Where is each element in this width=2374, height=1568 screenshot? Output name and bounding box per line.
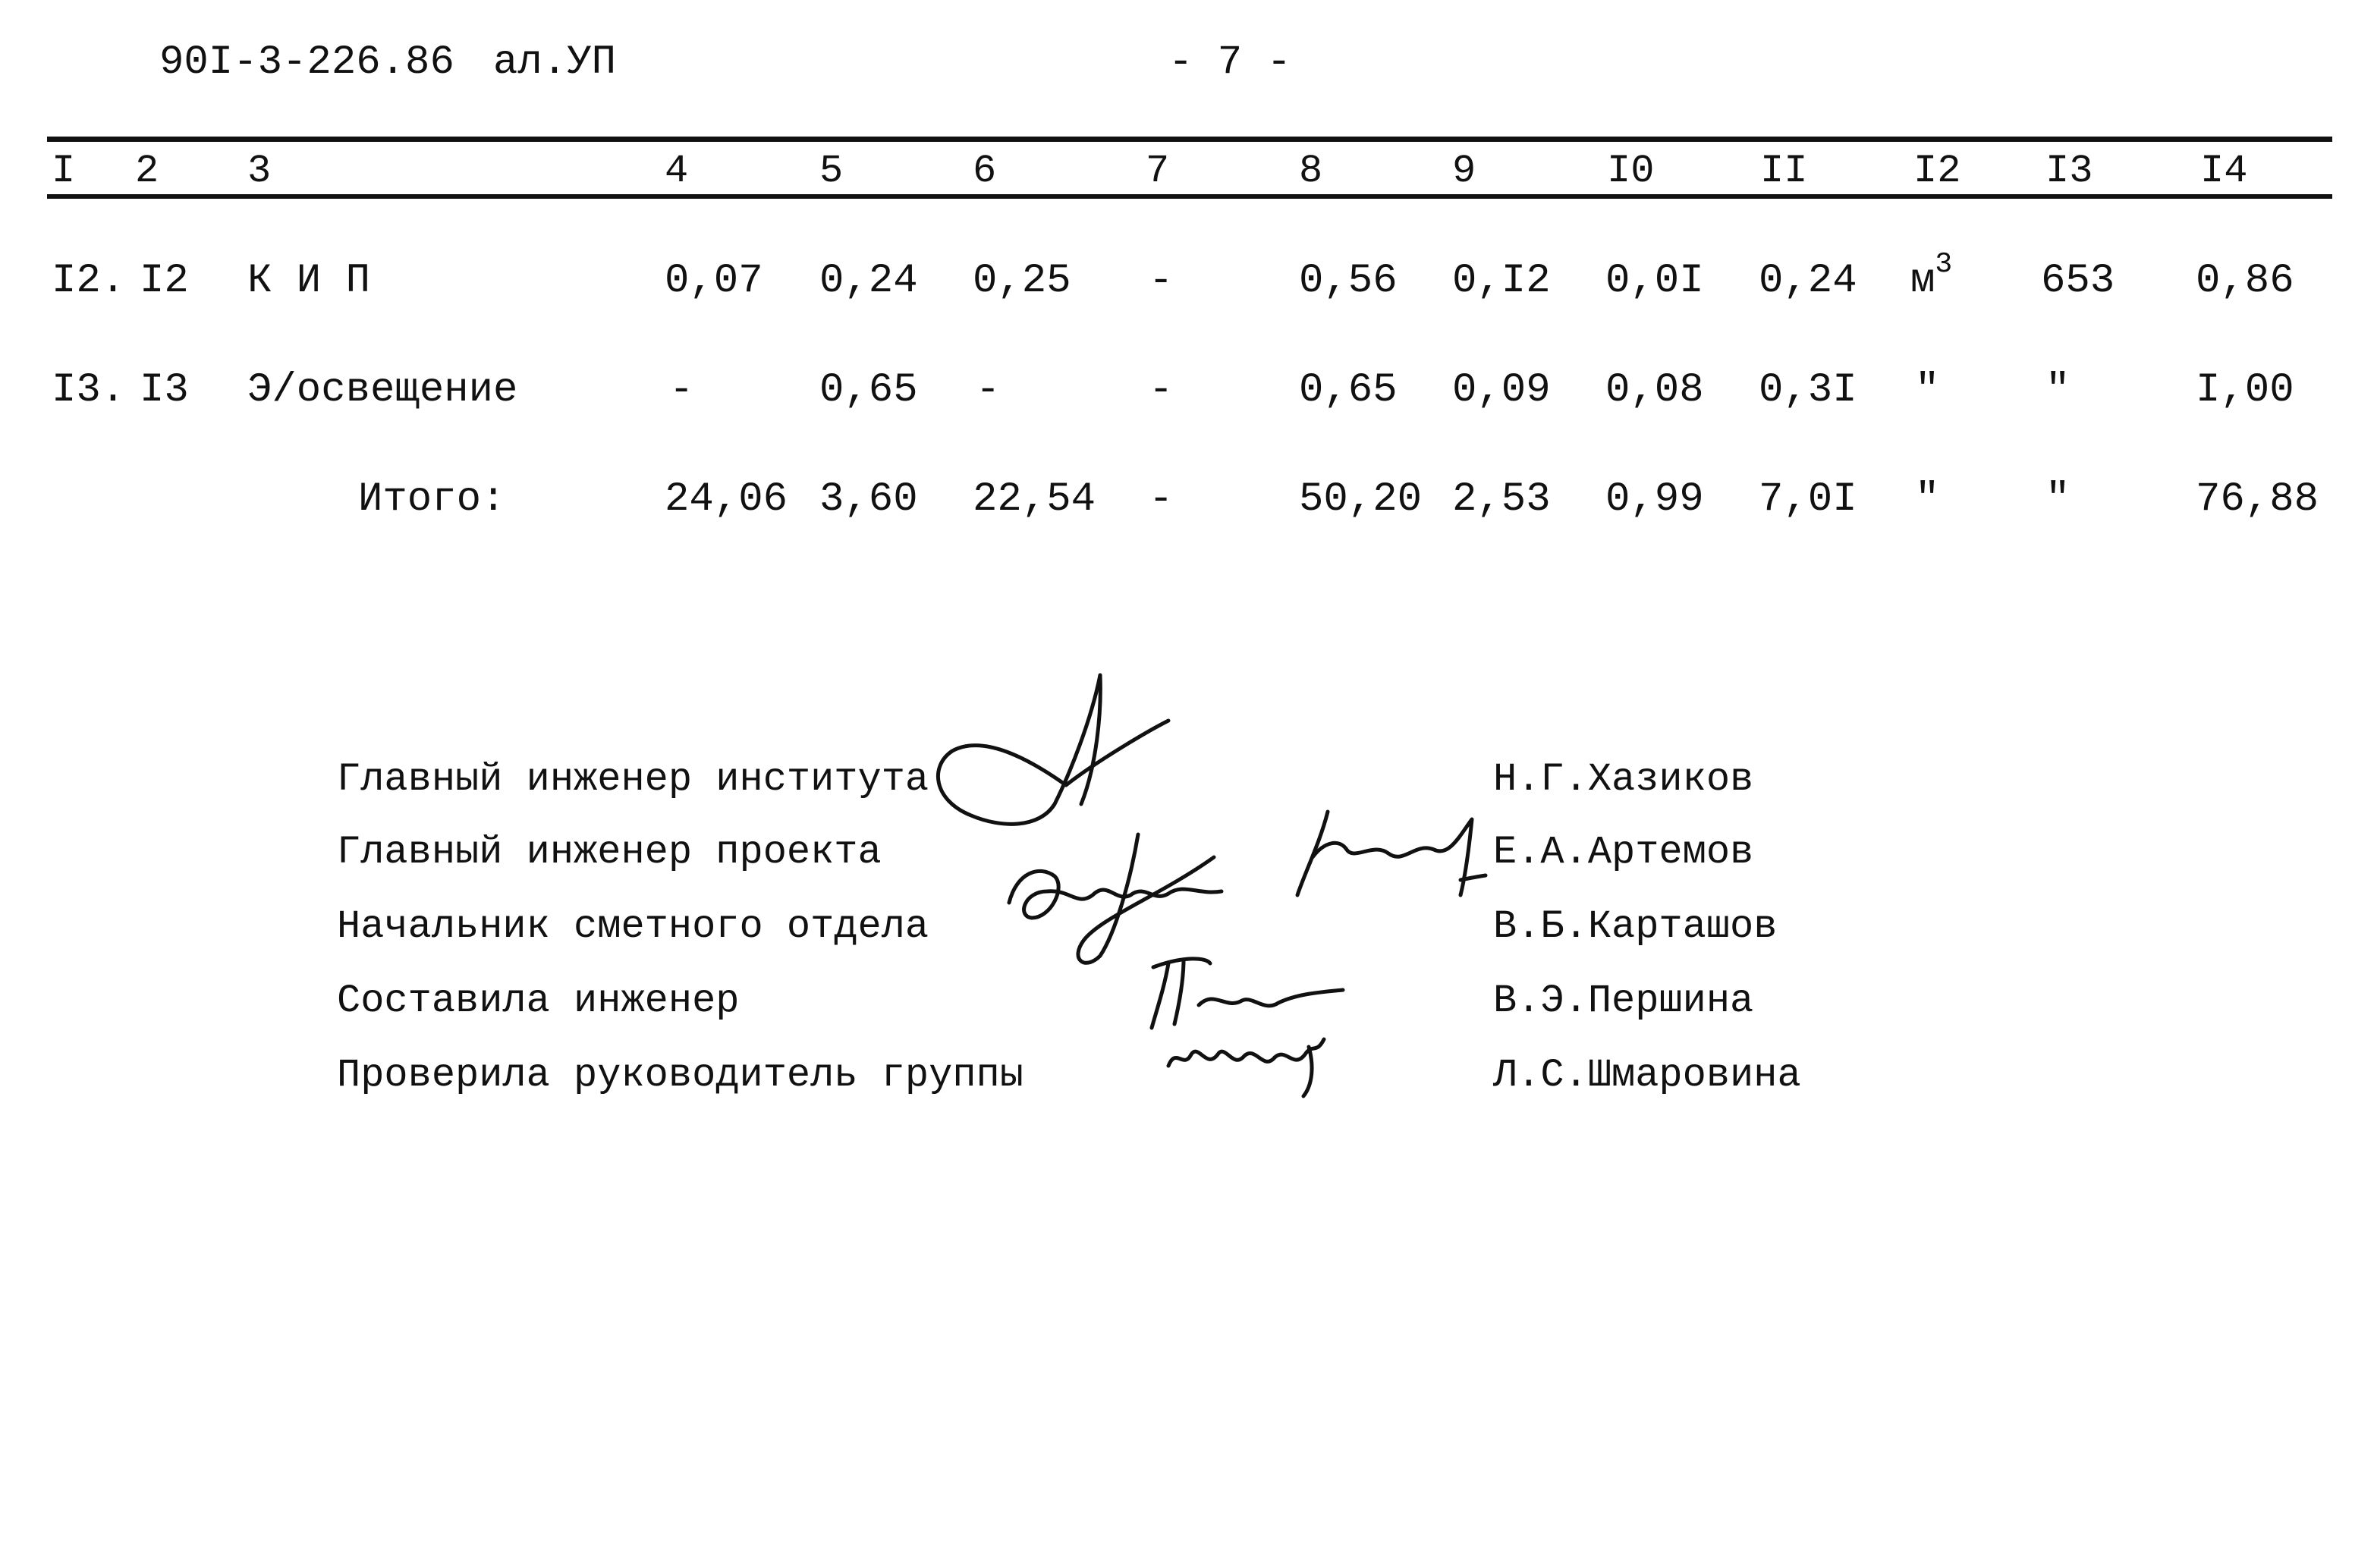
total-col14: 76,88 (2196, 476, 2319, 523)
column-number: 3 (247, 149, 272, 193)
cell-col11: 0,3I (1759, 367, 1857, 413)
signer-name: Л.С.Шмаровина (1493, 1053, 1801, 1098)
cell-col5: 0,24 (819, 258, 918, 304)
row-name: Э/освещение (247, 367, 518, 413)
total-col11: 7,0I (1759, 476, 1857, 523)
row-number: I3. (52, 367, 126, 413)
signer-position: Составила инженер (337, 979, 740, 1023)
cell-col8: 0,56 (1299, 258, 1398, 304)
signature-mark (994, 804, 1267, 971)
column-number: I (52, 149, 76, 193)
cell-col9: 0,09 (1452, 367, 1551, 413)
document-code: 90I-3-226.86 (159, 39, 454, 86)
signer-position: Начальник сметного отдела (337, 904, 929, 949)
table-header-rule (47, 194, 2332, 199)
total-col4: 24,06 (665, 476, 788, 523)
signer-position: Главный инженер института (337, 757, 929, 802)
cell-unit: " (1915, 367, 1940, 413)
cell-col14: 0,86 (2196, 258, 2294, 304)
cell-col9: 0,I2 (1452, 258, 1551, 304)
cell-col13: " (2045, 367, 2071, 413)
total-col9: 2,53 (1452, 476, 1551, 523)
column-number: I3 (2045, 149, 2093, 193)
signer-name: Н.Г.Хазиков (1493, 757, 1754, 802)
row-name: К И П (247, 258, 371, 304)
column-number: 7 (1146, 149, 1170, 193)
page-number: - 7 - (1168, 39, 1292, 86)
total-col6: 22,54 (973, 476, 1096, 523)
unit-superscript: 3 (1935, 248, 1953, 281)
signature-mark (1282, 797, 1487, 918)
cell-col4: 0,07 (665, 258, 763, 304)
cell-col10: 0,08 (1605, 367, 1704, 413)
cell-col14: I,00 (2196, 367, 2294, 413)
cell-col6: 0,25 (973, 258, 1071, 304)
cell-col6: - (976, 367, 1001, 413)
column-number: I0 (1607, 149, 1655, 193)
column-number: I4 (2200, 149, 2248, 193)
cell-col11: 0,24 (1759, 258, 1857, 304)
column-number: 5 (819, 149, 844, 193)
column-number: 6 (973, 149, 997, 193)
row-number: I2. (52, 258, 126, 304)
cell-col8: 0,65 (1299, 367, 1398, 413)
row-code: I3 (140, 367, 189, 413)
column-number: II (1760, 149, 1808, 193)
column-number: 4 (665, 149, 689, 193)
unit-text: м (1910, 258, 1935, 304)
cell-col7: - (1149, 367, 1174, 413)
total-col8: 50,20 (1299, 476, 1423, 523)
column-number: 8 (1299, 149, 1323, 193)
table-top-rule (47, 137, 2332, 142)
cell-col5: 0,65 (819, 367, 918, 413)
column-number: I2 (1913, 149, 1961, 193)
signature-mark (1153, 1024, 1335, 1100)
total-col10: 0,99 (1605, 476, 1704, 523)
cell-unit (1910, 248, 1953, 304)
cell-col10: 0,0I (1605, 258, 1704, 304)
signer-position: Проверила руководитель группы (337, 1053, 1023, 1098)
total-col5: 3,60 (819, 476, 918, 523)
cell-col13: 653 (2041, 258, 2115, 304)
total-label: Итого: (358, 476, 506, 523)
signer-name: В.Б.Карташов (1493, 904, 1778, 949)
signer-position: Главный инженер проекта (337, 830, 882, 875)
cell-col4: - (669, 367, 694, 413)
total-col13: " (2045, 476, 2071, 523)
column-number: 2 (135, 149, 159, 193)
signer-name: В.Э.Першина (1493, 979, 1754, 1023)
cell-col7: - (1149, 258, 1174, 304)
total-unit: " (1915, 476, 1940, 523)
column-number: 9 (1452, 149, 1476, 193)
total-col7: - (1149, 476, 1174, 523)
row-code: I2 (140, 258, 189, 304)
signer-name: Е.А.Артемов (1493, 830, 1754, 875)
album-label: ал.УП (493, 39, 617, 86)
